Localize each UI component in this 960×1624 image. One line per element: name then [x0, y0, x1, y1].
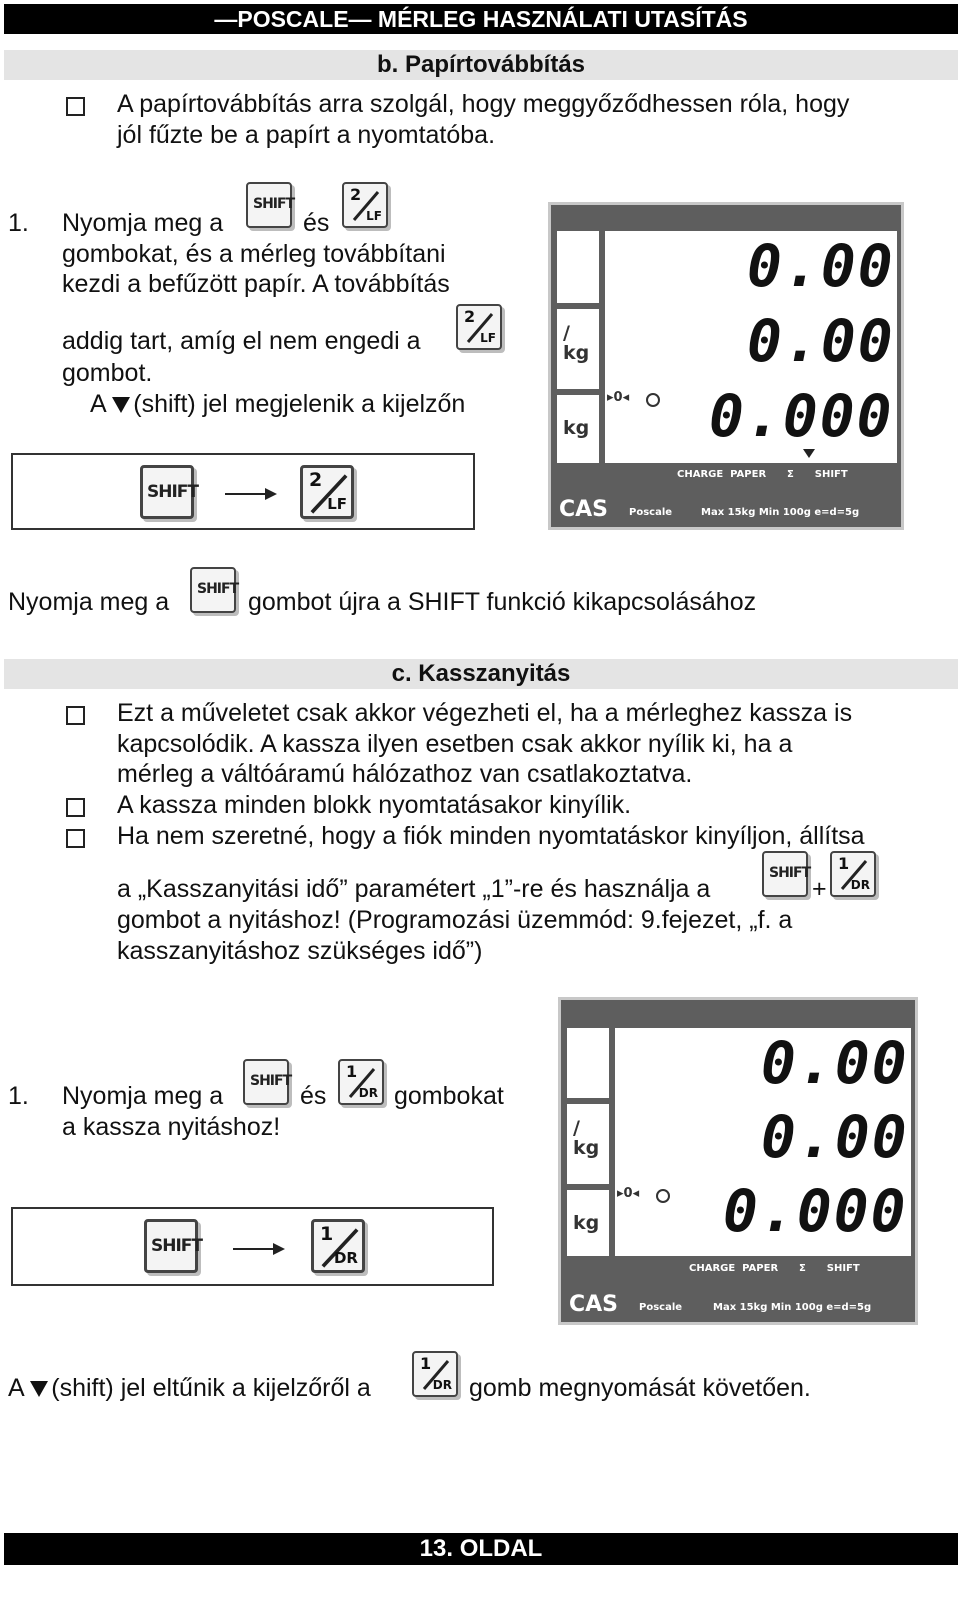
step-text: és	[303, 209, 330, 237]
display-row-3: 0.000	[723, 1177, 908, 1245]
shift-key-icon: SHIFT	[762, 851, 808, 897]
dr-key-icon: 1 DR	[830, 851, 876, 897]
scale-display: / kg kg ▸0◂ 0.00 0.00 0.000 CHARGE PAPER Σ SHIFT CAS Poscale Max 15kg Min 100g e=d=5g	[558, 997, 918, 1325]
lf-key-icon: 2 LF	[300, 465, 354, 519]
shift-key-icon: SHIFT	[144, 1219, 198, 1273]
scale-display: / kg kg ▸0◂ 0.00 0.00 0.000 CHARGE PAPER Σ SHIFT CAS Poscale Max 15kg Min 100g e=d=5g	[548, 202, 904, 530]
bullet-text: a „Kasszanyitási idő” paramétert „1”-re és használja a	[117, 875, 711, 903]
checkbox-bullet-icon	[66, 97, 85, 116]
dr-key-icon: 1 DR	[338, 1059, 384, 1105]
bullet-text: jól fűzte be a papírt a nyomtatóba.	[117, 121, 496, 149]
step-number: 1.	[8, 209, 29, 237]
step-text: A (shift) jel megjelenik a kijelzőn	[90, 390, 466, 418]
circle-icon	[656, 1189, 670, 1203]
checkbox-bullet-icon	[66, 798, 85, 817]
step-text: kezdi a befűzött papír. A továbbítás	[62, 270, 450, 298]
display-row-2: 0.00	[761, 1103, 909, 1171]
bullet-text: mérleg a váltóáramú hálózathoz van csatlakoztatva.	[117, 760, 693, 788]
bullet-text: gombot a nyitáshoz! (Programozási üzemmód: 9.fejezet, „f. a	[117, 906, 793, 934]
arrow-right-icon	[233, 1248, 283, 1250]
bullet-text: A kassza minden blokk nyomtatásakor kinyílik.	[117, 791, 632, 819]
step-text: gombokat	[394, 1082, 504, 1110]
step-text: addig tart, amíg el nem engedi a	[62, 327, 421, 355]
step-text: Nyomja meg a	[62, 1082, 224, 1110]
page-number-footer: 13. OLDAL	[4, 1533, 958, 1565]
step-number: 1.	[8, 1082, 29, 1110]
circle-icon	[646, 393, 660, 407]
bullet-text: A papírtovábbítás arra szolgál, hogy meggyőződhessen róla, hogy	[117, 90, 850, 118]
display-row-1: 0.00	[761, 1029, 909, 1097]
instruction-text: gombot újra a SHIFT funkció kikapcsolásához	[248, 588, 757, 616]
shift-key-icon: SHIFT	[246, 182, 292, 228]
dr-key-icon: 1 DR	[311, 1219, 365, 1273]
arrow-right-icon	[225, 493, 275, 495]
dr-key-icon: 1 DR	[412, 1351, 458, 1397]
final-text: A (shift) jel eltűnik a kijelzőről a	[8, 1374, 371, 1402]
bullet-text: kapcsolódik. A kassza ilyen esetben csak akkor nyílik ki, ha a	[117, 730, 793, 758]
shift-key-icon: SHIFT	[140, 465, 194, 519]
step-text: és	[300, 1082, 327, 1110]
plus-text: +	[812, 875, 827, 903]
bullet-text: kasszanyitáshoz szükséges idő”)	[117, 937, 483, 965]
shift-key-icon: SHIFT	[190, 567, 236, 613]
shift-key-icon: SHIFT	[243, 1059, 289, 1105]
page-header: —POSCALE— MÉRLEG HASZNÁLATI UTASÍTÁS	[4, 4, 958, 34]
shift-triangle-icon	[112, 397, 130, 413]
key-sequence-box	[11, 453, 475, 530]
bullet-text: Ha nem szeretné, hogy a fiók minden nyomtatáskor kinyíljon, állítsa	[117, 822, 865, 850]
lf-key-icon: 2 LF	[342, 182, 388, 228]
shift-triangle-icon	[30, 1381, 48, 1397]
bullet-text: Ezt a műveletet csak akkor végezheti el, ha a mérleghez kassza is	[117, 699, 853, 727]
key-sequence-box	[11, 1207, 494, 1286]
display-row-2: 0.00	[747, 307, 895, 375]
step-text: gombot.	[62, 359, 153, 387]
checkbox-bullet-icon	[66, 706, 85, 725]
checkbox-bullet-icon	[66, 829, 85, 848]
step-text: a kassza nyitáshoz!	[62, 1113, 281, 1141]
shift-indicator-icon	[803, 449, 815, 458]
final-text: gomb megnyomását követően.	[469, 1374, 811, 1402]
display-row-3: 0.000	[709, 382, 894, 450]
lf-key-icon: 2 LF	[456, 304, 502, 350]
instruction-text: Nyomja meg a	[8, 588, 170, 616]
step-text: gombokat, és a mérleg továbbítani	[62, 240, 446, 268]
display-row-1: 0.00	[747, 232, 895, 300]
section-b-title: b. Papírtovábbítás	[4, 50, 958, 80]
section-c-title: c. Kasszanyitás	[4, 659, 958, 689]
step-text: Nyomja meg a	[62, 209, 224, 237]
